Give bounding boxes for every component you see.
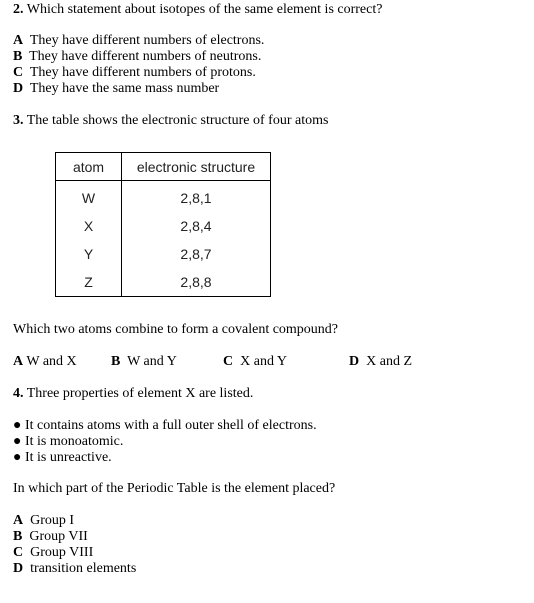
question-3-text: The table shows the electronic structure of four atoms — [26, 113, 329, 128]
question-3-stem — [13, 113, 328, 129]
question-2-number: 2. — [13, 2, 24, 17]
q2-option-c-text: They have different numbers of protons. — [29, 65, 256, 80]
q2-option-d-letter: D — [13, 81, 24, 96]
q3-option-a — [13, 354, 77, 370]
question-4-stem — [13, 386, 253, 402]
q2-option-b-letter: B — [13, 49, 23, 64]
q3-option-a-text: W and X — [26, 354, 77, 369]
q3-option-b-text: W and Y — [127, 354, 177, 369]
q2-option-a — [13, 33, 264, 49]
table-cell-atom: Y — [56, 240, 122, 268]
table-cell-atom: X — [56, 212, 122, 240]
table-row — [56, 212, 271, 240]
question-2-stem — [13, 2, 382, 18]
table-row — [56, 240, 271, 268]
q3-option-c — [223, 354, 287, 370]
q4-bullet-item — [13, 418, 317, 434]
q2-option-d-text: They have the same mass number — [29, 81, 220, 96]
table-cell-atom: W — [56, 181, 122, 213]
q4-option-c-letter: C — [13, 545, 24, 560]
q4-option-d-text: transition elements — [30, 561, 137, 576]
q2-option-d — [13, 81, 219, 97]
q3-option-a-letter: A — [13, 354, 24, 369]
question-3-prompt: Which two atoms combine to form a covalent compound? — [13, 322, 339, 337]
q3-option-d-letter: D — [349, 354, 360, 369]
table-row — [56, 181, 271, 213]
table-header-row — [56, 153, 271, 181]
q3-option-b — [111, 354, 177, 370]
table-header-electronic-structure: electronic structure — [122, 153, 271, 181]
q2-option-c-letter: C — [13, 65, 24, 80]
q4-bullet-text: It is unreactive. — [24, 450, 112, 465]
q3-option-d — [349, 354, 412, 370]
table-cell-structure: 2,8,1 — [122, 181, 271, 213]
q4-option-b-letter: B — [13, 529, 23, 544]
q4-option-b-text: Group VII — [29, 529, 88, 544]
bullet-icon: ● — [13, 418, 22, 433]
question-2-text: Which statement about isotopes of the same element is correct? — [26, 2, 383, 17]
q3-option-b-letter: B — [111, 354, 121, 369]
q4-option-a-letter: A — [13, 513, 24, 528]
q4-option-c — [13, 545, 93, 561]
q3-options — [13, 354, 433, 370]
q2-option-c — [13, 65, 256, 81]
question-4-prompt: In which part of the Periodic Table is the element placed? — [13, 481, 336, 496]
q4-option-b — [13, 529, 88, 545]
q2-option-a-letter: A — [13, 33, 24, 48]
q2-option-b — [13, 49, 261, 65]
table-cell-structure: 2,8,8 — [122, 268, 271, 297]
q4-option-a-text: Group I — [30, 513, 75, 528]
table-cell-atom: Z — [56, 268, 122, 297]
q4-bullet-item — [13, 434, 123, 450]
q3-option-c-letter: C — [223, 354, 234, 369]
q4-option-d — [13, 561, 136, 577]
q3-option-d-text: X and Z — [366, 354, 413, 369]
q3-option-c-text: X and Y — [240, 354, 288, 369]
q4-option-d-letter: D — [13, 561, 24, 576]
question-4-text: Three properties of element X are listed. — [26, 386, 254, 401]
q2-option-b-text: They have different numbers of neutrons. — [29, 49, 262, 64]
q4-bullet-text: It contains atoms with a full outer shell of electrons. — [24, 418, 317, 433]
table-row — [56, 268, 271, 297]
q4-bullet-item — [13, 450, 112, 466]
table-cell-structure: 2,8,7 — [122, 240, 271, 268]
q4-option-c-text: Group VIII — [30, 545, 94, 560]
table-cell-structure: 2,8,4 — [122, 212, 271, 240]
q2-option-a-text: They have different numbers of electrons. — [29, 33, 265, 48]
bullet-icon: ● — [13, 434, 22, 449]
q4-option-a — [13, 513, 74, 529]
table-header-atom: atom — [56, 153, 122, 181]
question-4-number: 4. — [13, 386, 24, 401]
electronic-structure-table — [55, 152, 271, 297]
bullet-icon: ● — [13, 450, 22, 465]
question-3-number: 3. — [13, 113, 24, 128]
q4-bullet-text: It is monoatomic. — [24, 434, 124, 449]
